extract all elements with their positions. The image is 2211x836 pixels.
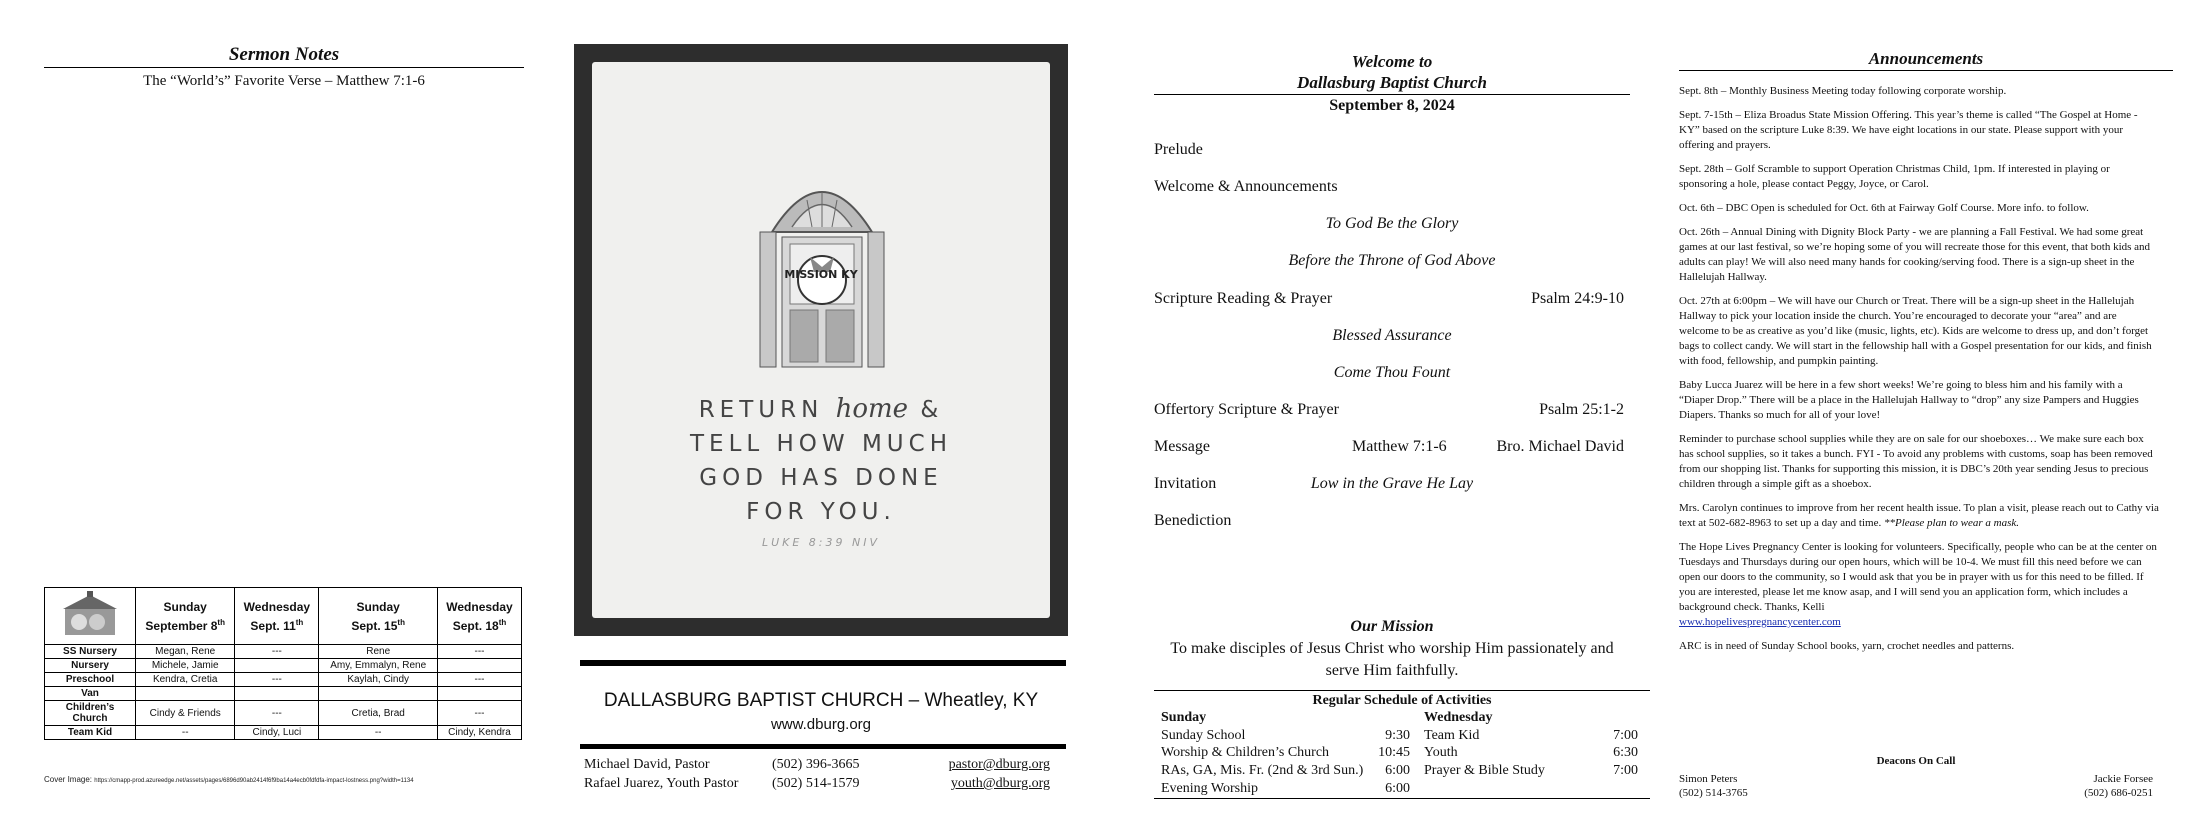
list-item: Sept. 7-15th – Eliza Broadus State Mission Offering. This year’s theme is called “The Gospel at Home - KY” based on the scripture Luke 8:39. We have eight locations in our state. Please support with your offering and prayers. xyxy=(1679,109,2138,151)
divider xyxy=(580,744,1066,749)
activity-time: 6:00 xyxy=(1385,781,1410,796)
deacon-name: Simon Peters xyxy=(1679,773,1738,785)
table-row: Children’s Church Cindy & Friends --- Cretia, Brad --- xyxy=(45,701,522,726)
staff-email[interactable]: youth@dburg.org xyxy=(950,776,1050,791)
activity-name: Worship & Children’s Church xyxy=(1161,745,1330,760)
hymn: Blessed Assurance xyxy=(1332,327,1452,344)
staff-phone: (502) 514-1579 xyxy=(772,776,860,791)
mission-text: To make disciples of Jesus Christ who worship Him passionately and serve Him faithfully. xyxy=(1170,640,1614,679)
table-row: Van xyxy=(45,687,522,701)
welcome-heading: Welcome to xyxy=(1351,52,1433,71)
activity-name: Prayer & Bible Study xyxy=(1424,763,1545,778)
activity-time: 6:00 xyxy=(1385,763,1410,778)
service-date: September 8, 2024 xyxy=(1329,97,1455,114)
divider xyxy=(1679,70,2173,71)
church-logo-cell xyxy=(45,588,136,645)
scripture-label: Scripture Reading & Prayer xyxy=(1154,290,1333,307)
list-item: Reminder to purchase school supplies while they are on sale for our shoeboxes… We make sure each box has school supplies, so it takes a bunch. FYI - To avoid any problems with customs, soap has been removed from our shopping list. Thanks for supporting this mission, it is DBC’s 20th year sending Jesus to precious children through a simple gift as a shoebox. xyxy=(1679,433,2153,490)
activity-time: 9:30 xyxy=(1385,728,1410,743)
invitation-label: Invitation xyxy=(1154,475,1217,492)
church-name: DALLASBURG BAPTIST CHURCH – Wheatley, KY xyxy=(603,690,1039,711)
staff-email[interactable]: pastor@dburg.org xyxy=(948,757,1050,772)
deacon-phone: (502) 514-3765 xyxy=(1679,787,1748,799)
activity-name: Evening Worship xyxy=(1161,781,1258,796)
message-ref: Matthew 7:1-6 xyxy=(1352,438,1447,455)
announcements-title: Announcements xyxy=(1868,49,1984,68)
mission-title: Our Mission xyxy=(1350,618,1434,635)
prelude: Prelude xyxy=(1154,141,1203,158)
divider xyxy=(1154,690,1650,691)
message-speaker: Bro. Michael David xyxy=(1496,438,1624,455)
list-item: ARC is in need of Sunday School books, yarn, crochet needles and patterns. xyxy=(1679,640,2015,652)
activity-name: Team Kid xyxy=(1424,728,1480,743)
benediction: Benediction xyxy=(1154,512,1232,529)
welcome-announcements: Welcome & Announcements xyxy=(1154,178,1338,195)
church-logo-icon xyxy=(57,591,123,637)
list-item: Oct. 26th – Annual Dining with Dignity Block Party - we are planning a Fall Festival. We had some great games at our last festival, so we’re hoping some of you will recreate those for this event, that both kids and adults can play! We will also need many hands for cooking/serving food. There is a sign-up sheet in the Hallelujah Hallway. xyxy=(1679,226,2151,283)
table-row: Team Kid -- Cindy, Luci -- Cindy, Kendra xyxy=(45,726,522,740)
sunday-header: Sunday xyxy=(1161,710,1207,725)
divider xyxy=(44,67,524,68)
sign-text: MISSION KY xyxy=(784,268,858,281)
list-item: Sept. 8th – Monthly Business Meeting today following corporate worship. xyxy=(1679,85,2007,97)
invitation-hymn: Low in the Grave He Lay xyxy=(1310,475,1474,492)
cover-verse-text: RETURN home & TELL HOW MUCH GOD HAS DONE FOR YOU. xyxy=(689,394,952,525)
cover-paper xyxy=(592,62,1050,618)
nursery-schedule-table xyxy=(44,587,522,740)
staff-name: Rafael Juarez, Youth Pastor xyxy=(584,776,739,791)
schedule-header: Wednesday Sept. 11th xyxy=(235,588,319,645)
hymn: To God Be the Glory xyxy=(1325,215,1459,232)
cover-image xyxy=(574,44,1068,636)
door-illustration-icon xyxy=(752,162,892,372)
table-row: Nursery Michele, Jamie Amy, Emmalyn, Rene xyxy=(45,659,522,673)
activity-time: 7:00 xyxy=(1613,763,1638,778)
staff-name: Michael David, Pastor xyxy=(584,757,710,772)
church-heading: Dallasburg Baptist Church xyxy=(1297,73,1487,92)
divider xyxy=(1154,94,1630,95)
divider xyxy=(1154,798,1650,799)
message-label: Message xyxy=(1154,438,1210,455)
list-item: The Hope Lives Pregnancy Center is looking for volunteers. Specifically, people who can be at the center on Tuesdays and Thursdays during our open hours, which will be 10-4. We must fill this need before we can open our doors to the community, so I would ask that you be in prayer with us for this need to be filled. If you are interested, please let me know asap, and I will send you an application form, which includes a background check. Thanks, Kelli www.hopelivespregnancycenter.com xyxy=(1679,541,2157,628)
table-row: Preschool Kendra, Cretia --- Kaylah, Cindy --- xyxy=(45,673,522,687)
deacon-phone: (502) 686-0251 xyxy=(2084,787,2153,799)
deacons-title: Deacons On Call xyxy=(1876,755,1956,767)
activities-title: Regular Schedule of Activities xyxy=(1312,693,1492,708)
deacon-name: Jackie Forsee xyxy=(2093,773,2153,785)
table-row: SS Nursery Megan, Rene --- Rene --- xyxy=(45,645,522,659)
wednesday-header: Wednesday xyxy=(1424,710,1493,725)
hope-lives-link[interactable]: www.hopelivespregnancycenter.com xyxy=(1679,616,1841,628)
schedule-header: Sunday Sept. 15th xyxy=(319,588,438,645)
announcements-list xyxy=(1679,84,2159,663)
activity-name: Youth xyxy=(1424,745,1458,760)
cover-image-credit: Cover Image: https://cmapp-prod.azureedge.net/assets/pages/6896d90ab2414f6f9ba14a4ecb0fdfdfa-impact-lostness.png?width=1134 xyxy=(44,775,414,784)
sermon-verse: The “World’s” Favorite Verse – Matthew 7:1-6 xyxy=(143,73,425,89)
schedule-header: Wednesday Sept. 18th xyxy=(437,588,521,645)
offertory-ref: Psalm 25:1-2 xyxy=(1539,401,1624,418)
sermon-notes-title: Sermon Notes xyxy=(228,44,340,65)
offertory-label: Offertory Scripture & Prayer xyxy=(1154,401,1339,418)
activity-time: 7:00 xyxy=(1613,728,1638,743)
list-item: Baby Lucca Juarez will be here in a few short weeks! We’re going to bless him and his family with a “Diaper Drop.” There will be a place in the Hallelujah Hallway to “drop” any size Pampers and Huggies Diapers. Thanks so much for all of your love! xyxy=(1679,379,2139,421)
activity-time: 6:30 xyxy=(1613,745,1638,760)
list-item: Sept. 28th – Golf Scramble to support Operation Christmas Child, 1pm. If interested in playing or sponsoring a hole, please contact Peggy, Joyce, or Carol. xyxy=(1679,163,2110,190)
activity-name: RAs, GA, Mis. Fr. (2nd & 3rd Sun.) xyxy=(1161,763,1364,778)
list-item: Oct. 27th at 6:00pm – We will have our Church or Treat. There will be a sign-up sheet in the Hallelujah Hallway to pick your location inside the church. You’re encouraged to decorate your “area” and are welcome to be as creative as you’d like (music, lights, etc). Kids are welcome to dress up, and don’t forget bags to collect candy. We will start in the fellowship hall with a Gospel presentation for our kids, and finish with food, fellowship, and pumpkin painting. xyxy=(1679,295,2152,367)
activity-name: Sunday School xyxy=(1161,728,1246,743)
hymn: Before the Throne of God Above xyxy=(1288,252,1496,269)
list-item: Oct. 6th – DBC Open is scheduled for Oct. 6th at Fairway Golf Course. More info. to follow. xyxy=(1679,202,2089,214)
hymn: Come Thou Fount xyxy=(1333,364,1451,381)
staff-phone: (502) 396-3665 xyxy=(772,757,860,772)
schedule-header: Sunday September 8th xyxy=(136,588,235,645)
scripture-ref: Psalm 24:9-10 xyxy=(1531,290,1624,307)
list-item: Mrs. Carolyn continues to improve from her recent health issue. To plan a visit, please reach out to Cathy via text at 502-682-8963 to set up a day and time. **Please plan to wear a mask. xyxy=(1679,502,2159,529)
activity-time: 10:45 xyxy=(1378,745,1410,760)
church-website[interactable]: www.dburg.org xyxy=(770,716,872,733)
divider xyxy=(580,660,1066,666)
cover-reference: LUKE 8:39 NIV xyxy=(761,536,881,549)
